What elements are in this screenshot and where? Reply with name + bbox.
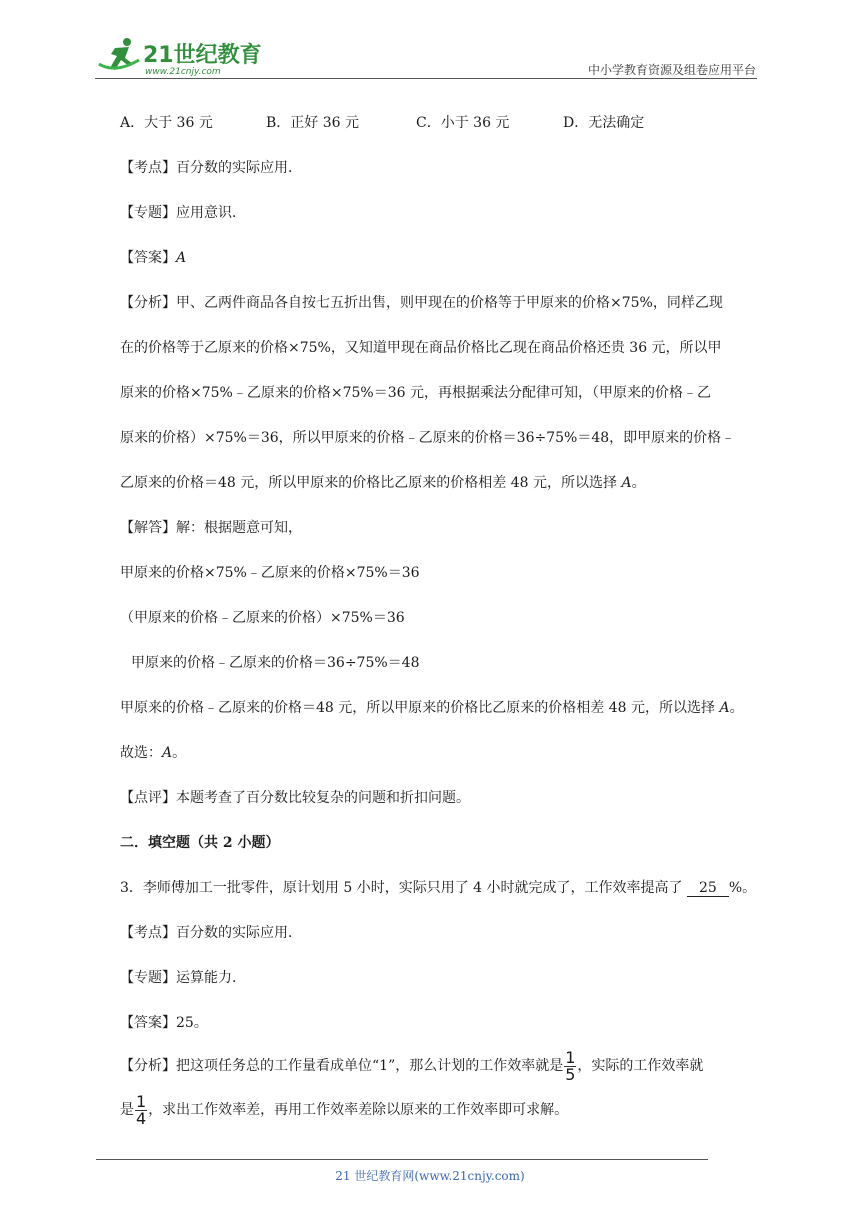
q2-answer: 【答案】A bbox=[120, 250, 187, 266]
q3-analysis-line-1: 【分析】把这项任务总的工作量看成单位“1”，那么计划的工作效率就是 $\frac{1}{5}$ ，实际的工作效率就 bbox=[120, 1047, 704, 1084]
footer-link[interactable]: 21 世纪教育网(www.21cnjy.com) bbox=[335, 1169, 525, 1183]
q2-jieda: 【解答】解：根据题意可知， bbox=[120, 520, 302, 536]
header-divider bbox=[95, 78, 757, 79]
q2-guxuan: 故选：A。 bbox=[120, 745, 187, 761]
fraction-one-fourth: $\frac{1}{4}$ bbox=[136, 1091, 147, 1128]
q2-step-4: 甲原来的价格﹣乙原来的价格＝48 元，所以甲原来的价格比乙原来的价格相差 48 元，所以选择 A。 bbox=[120, 700, 744, 716]
q2-analysis-line-5: 乙原来的价格＝48 元，所以甲原来的价格比乙原来的价格相差 48 元，所以选择 A。 bbox=[120, 475, 646, 491]
q2-analysis-line-2: 在的价格等于乙原来的价格×75%，又知道甲现在商品价格比乙现在商品价格还贵 36 元，所以甲 bbox=[120, 340, 722, 356]
q3-answer-blank: 25 bbox=[687, 880, 729, 897]
q2-analysis-line-1: 【分析】甲、乙两件商品各自按七五折出售，则甲现在的价格等于甲原来的价格×75%，同样乙现 bbox=[120, 295, 723, 311]
q2-zhuanti: 【专题】应用意识． bbox=[120, 205, 246, 221]
footer-divider bbox=[96, 1159, 708, 1160]
q2-dianping: 【点评】本题考查了百分数比较复杂的问题和折扣问题。 bbox=[120, 790, 470, 806]
q2-analysis-line-3: 原来的价格×75%﹣乙原来的价格×75%＝36 元，再根据乘法分配律可知，（甲原来的价格﹣乙 bbox=[120, 385, 711, 401]
fraction-one-fifth: $\frac{1}{5}$ bbox=[565, 1047, 576, 1084]
q2-kaodian: 【考点】百分数的实际应用． bbox=[120, 160, 302, 176]
section-title: 二．填空题（共 2 小题） bbox=[120, 835, 280, 851]
option-b: B．正好 36 元 bbox=[266, 115, 360, 131]
q2-step-3: 甲原来的价格﹣乙原来的价格＝36÷75%＝48 bbox=[131, 655, 420, 671]
logo-text: 21世纪教育 bbox=[143, 43, 262, 68]
header-platform-name: 中小学教育资源及组卷应用平台 bbox=[587, 63, 756, 77]
runner-icon bbox=[99, 38, 139, 70]
q3-analysis-line-2: 是 $\frac{1}{4}$ ，求出工作效率差，再用工作效率差除以原来的工作效率即可求解。 bbox=[120, 1091, 569, 1128]
logo-url: www.21cnjy.com bbox=[145, 67, 221, 77]
q3-answer: 【答案】25。 bbox=[120, 1015, 208, 1031]
q3-zhuanti: 【专题】运算能力． bbox=[120, 970, 246, 986]
site-logo bbox=[95, 34, 265, 78]
q3-kaodian: 【考点】百分数的实际应用． bbox=[120, 925, 302, 941]
q3-stem: 3．李师傅加工一批零件，原计划用 5 小时，实际只用了 4 小时就完成了，工作效率提高了 25 %。 bbox=[120, 880, 757, 896]
option-c: C．小于 36 元 bbox=[416, 115, 510, 131]
q2-step-2: （甲原来的价格﹣乙原来的价格）×75%＝36 bbox=[120, 610, 405, 626]
q2-step-1: 甲原来的价格×75%﹣乙原来的价格×75%＝36 bbox=[120, 565, 420, 581]
option-d: D．无法确定 bbox=[563, 115, 645, 131]
q2-analysis-line-4: 原来的价格）×75%＝36，所以甲原来的价格﹣乙原来的价格＝36÷75%＝48，即甲原来的价格﹣ bbox=[120, 430, 736, 446]
option-a: A．大于 36 元 bbox=[120, 115, 213, 131]
